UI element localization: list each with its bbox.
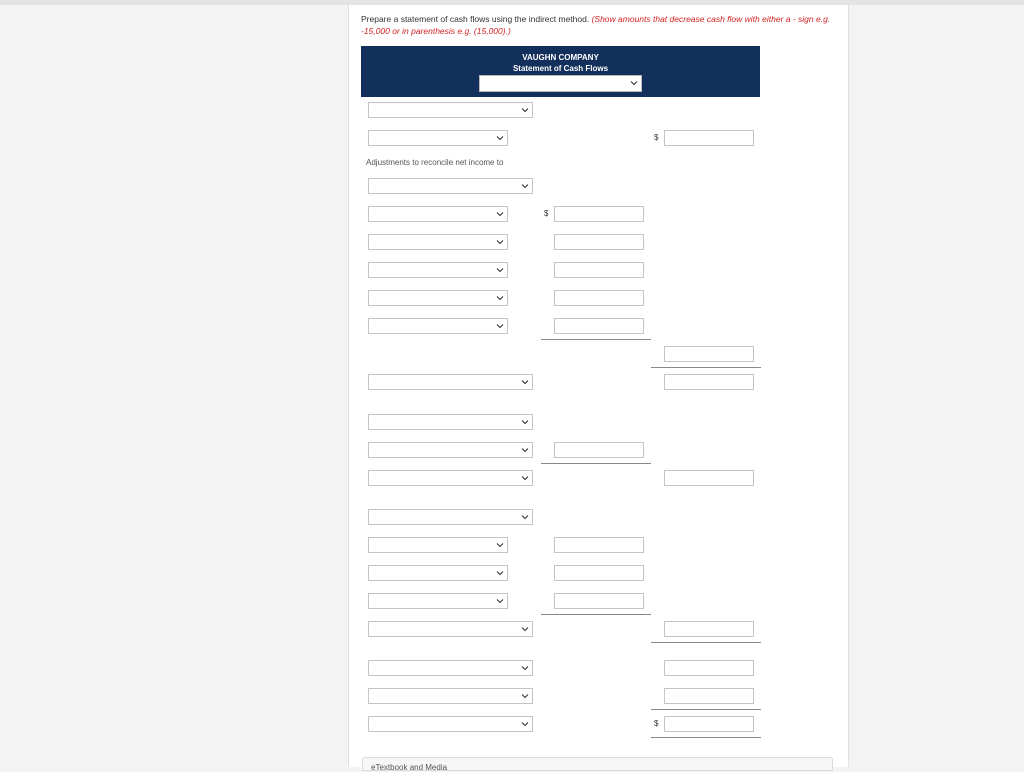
- currency-symbol: $: [654, 133, 659, 142]
- financing-amount-input[interactable]: [554, 565, 644, 581]
- chevron-down-icon: [630, 79, 638, 87]
- net-cash-financing-input[interactable]: [664, 621, 754, 637]
- etextbook-media-label: eTextbook and Media: [371, 763, 448, 772]
- subtotal-rule: [541, 614, 651, 615]
- adjustment-select[interactable]: [368, 318, 508, 334]
- adjustment-select[interactable]: [368, 262, 508, 278]
- financing-amount-input[interactable]: [554, 593, 644, 609]
- subtotal-rule: [651, 642, 761, 643]
- currency-symbol: $: [654, 719, 659, 728]
- net-cash-investing-select[interactable]: [368, 470, 533, 486]
- net-cash-operating-input[interactable]: [664, 374, 754, 390]
- financing-amount-input[interactable]: [554, 537, 644, 553]
- chevron-down-icon: [496, 569, 504, 577]
- currency-symbol: $: [544, 209, 549, 218]
- adjustments-select[interactable]: [368, 178, 533, 194]
- net-cash-financing-select[interactable]: [368, 621, 533, 637]
- chevron-down-icon: [521, 513, 529, 521]
- beginning-cash-select[interactable]: [368, 688, 533, 704]
- investing-amount-input[interactable]: [554, 442, 644, 458]
- chevron-down-icon: [496, 597, 504, 605]
- instructions-note: (Show amounts that decrease cash flow with either a - sign e.g. -15,000 or in parenthesis e.g. (15,000).): [361, 14, 831, 36]
- adjustment-amount-input[interactable]: [554, 262, 644, 278]
- chevron-down-icon: [496, 322, 504, 330]
- adjustment-select[interactable]: [368, 234, 508, 250]
- etextbook-media-tab[interactable]: [362, 757, 833, 771]
- chevron-down-icon: [521, 474, 529, 482]
- chevron-down-icon: [496, 294, 504, 302]
- financing-item-select[interactable]: [368, 565, 508, 581]
- question-panel: [348, 5, 849, 767]
- adjustment-amount-input[interactable]: [554, 318, 644, 334]
- chevron-down-icon: [496, 541, 504, 549]
- ending-cash-input[interactable]: [664, 716, 754, 732]
- statement-title: Statement of Cash Flows: [512, 64, 609, 73]
- total-adjustments-input[interactable]: [664, 346, 754, 362]
- period-select[interactable]: [479, 75, 642, 92]
- net-change-input[interactable]: [664, 660, 754, 676]
- net-cash-operating-select[interactable]: [368, 374, 533, 390]
- instructions: [361, 13, 841, 37]
- ending-cash-select[interactable]: [368, 716, 533, 732]
- chevron-down-icon: [521, 720, 529, 728]
- total-double-rule: [651, 737, 761, 738]
- chevron-down-icon: [521, 664, 529, 672]
- subtotal-rule: [541, 463, 651, 464]
- chevron-down-icon: [521, 182, 529, 190]
- investing-item-select[interactable]: [368, 442, 533, 458]
- adjustments-label: Adjustments to reconcile net income to: [366, 158, 504, 167]
- amount-input-net-income[interactable]: [664, 130, 754, 146]
- net-change-select[interactable]: [368, 660, 533, 676]
- company-name: VAUGHN COMPANY: [522, 53, 599, 62]
- section-select-investing[interactable]: [368, 414, 533, 430]
- subtotal-rule: [651, 709, 761, 710]
- chevron-down-icon: [496, 266, 504, 274]
- section-select-operating[interactable]: [368, 102, 533, 118]
- statement-header: [361, 46, 760, 97]
- adjustment-amount-input[interactable]: [554, 206, 644, 222]
- chevron-down-icon: [496, 238, 504, 246]
- chevron-down-icon: [521, 446, 529, 454]
- financing-item-select[interactable]: [368, 537, 508, 553]
- chevron-down-icon: [521, 418, 529, 426]
- adjustment-amount-input[interactable]: [554, 290, 644, 306]
- chevron-down-icon: [521, 692, 529, 700]
- net-cash-investing-input[interactable]: [664, 470, 754, 486]
- chevron-down-icon: [521, 106, 529, 114]
- section-select-financing[interactable]: [368, 509, 533, 525]
- financing-item-select[interactable]: [368, 593, 508, 609]
- chevron-down-icon: [496, 210, 504, 218]
- chevron-down-icon: [521, 625, 529, 633]
- chevron-down-icon: [496, 134, 504, 142]
- subtotal-rule: [651, 367, 761, 368]
- instructions-main: Prepare a statement of cash flows using the indirect method.: [361, 14, 592, 24]
- adjustment-select[interactable]: [368, 290, 508, 306]
- adjustment-amount-input[interactable]: [554, 234, 644, 250]
- beginning-cash-input[interactable]: [664, 688, 754, 704]
- adjustment-select[interactable]: [368, 206, 508, 222]
- account-select-net-income[interactable]: [368, 130, 508, 146]
- chevron-down-icon: [521, 378, 529, 386]
- subtotal-rule: [541, 339, 651, 340]
